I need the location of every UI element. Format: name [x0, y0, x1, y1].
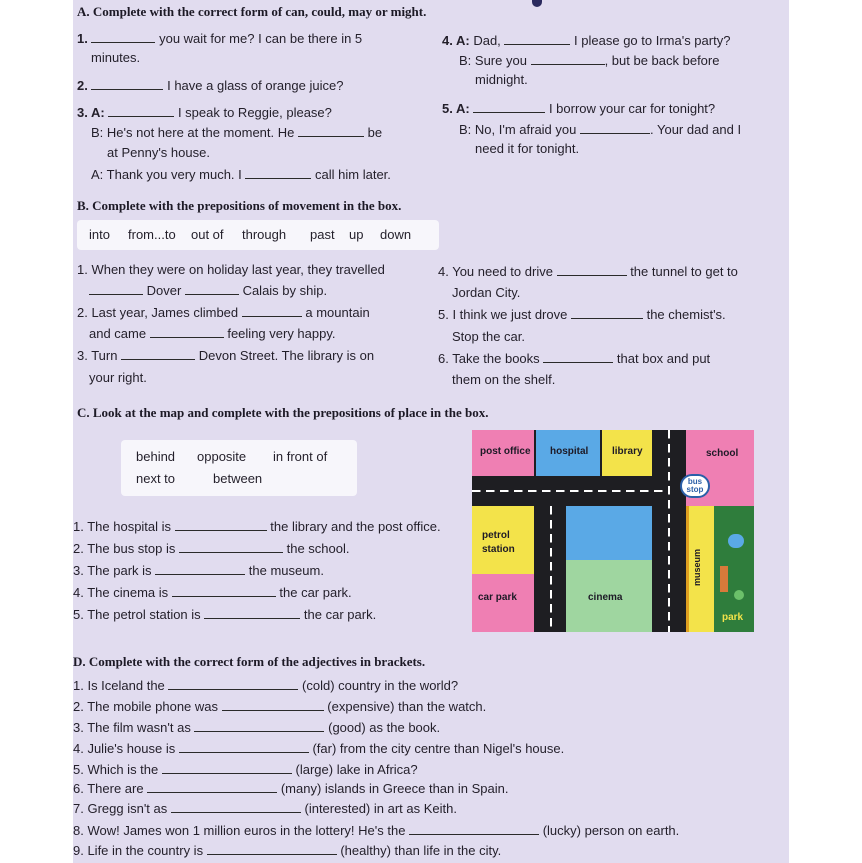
map-bus-stop: bus stop	[680, 474, 710, 498]
tree-icon	[734, 590, 744, 600]
map-hospital: hospital	[536, 430, 600, 476]
b-q1-blank1[interactable]	[89, 283, 143, 295]
pond-icon	[728, 534, 744, 548]
c-word: in front of	[273, 449, 328, 464]
a-q5-blank2[interactable]	[580, 122, 650, 134]
map-car-park: car park	[472, 574, 534, 632]
map-post-office: post office	[472, 430, 534, 476]
a-q5-blank1[interactable]	[473, 101, 545, 113]
c-q4: 4. The cinema is the car park.	[73, 585, 352, 600]
b-word: down	[380, 227, 412, 242]
section-b-heading: B. Complete with the prepositions of movement in the box.	[77, 198, 402, 213]
b-word: into	[89, 227, 110, 242]
a-q4-line3: midnight.	[475, 72, 528, 87]
d-q2: 2. The mobile phone was (expensive) than the watch.	[73, 699, 487, 714]
c-q3: 3. The park is the museum.	[73, 563, 324, 578]
a-q1-blank[interactable]	[91, 31, 155, 43]
a-q2-blank[interactable]	[91, 78, 163, 90]
c-word-box	[121, 440, 357, 496]
b-word: through	[242, 227, 287, 242]
c-q1: 1. The hospital is the library and the post office.	[73, 519, 441, 534]
b-word-box	[77, 220, 439, 250]
b-q1-line1: 1. When they were on holiday last year, they travelled	[77, 262, 385, 277]
c-q2: 2. The bus stop is the school.	[73, 541, 350, 556]
map-school: school	[686, 430, 754, 506]
c-q2-blank[interactable]	[179, 541, 283, 553]
b-q2-line2: and came feeling very happy.	[89, 326, 336, 341]
b-q5-line2: Stop the car.	[452, 329, 525, 344]
b-q5-line1: 5. I think we just drove the chemist's.	[438, 307, 726, 322]
b-q1-blank2[interactable]	[185, 283, 239, 295]
d-q4: 4. Julie's house is (far) from the city centre than Nigel's house.	[73, 741, 565, 756]
d-q1: 1. Is Iceland the (cold) country in the world?	[73, 678, 459, 693]
b-q3-line2: your right.	[89, 370, 147, 385]
a-q4-line2: B: Sure you , but be back before	[459, 53, 720, 68]
road-markings-v1	[550, 506, 552, 632]
a-q3-line4: A: Thank you very much. I call him later.	[91, 167, 391, 182]
d-q5: 5. Which is the (large) lake in Africa?	[73, 762, 418, 777]
b-q1-line2: Dover Calais by ship.	[89, 283, 327, 299]
b-q6-line1: 6. Take the books that box and put	[438, 351, 711, 366]
map-library: library	[602, 430, 652, 476]
d-q9: 9. Life in the country is (healthy) than life in the city.	[73, 843, 502, 858]
b-q6-line2: them on the shelf.	[452, 372, 556, 387]
b-word: past	[310, 227, 335, 242]
road-markings	[472, 490, 668, 492]
d-q5-blank[interactable]	[162, 762, 292, 774]
c-q5-blank[interactable]	[204, 607, 300, 619]
d-q6: 6. There are (many) islands in Greece than in Spain.	[73, 781, 509, 796]
a-q5-line1: 5. A: I borrow your car for tonight?	[442, 101, 716, 116]
section-c-heading: C. Look at the map and complete with the prepositions of place in the box.	[77, 405, 489, 420]
map-museum: museum	[686, 506, 715, 632]
b-word: from...to	[128, 227, 176, 242]
d-q1-blank[interactable]	[168, 678, 298, 690]
a-q1-line1: 1. you wait for me? I can be there in 5	[77, 31, 363, 46]
d-q7-blank[interactable]	[171, 801, 301, 813]
b-q2-blank1[interactable]	[242, 305, 302, 317]
d-q9-blank[interactable]	[207, 843, 337, 855]
d-q2-blank[interactable]	[222, 699, 324, 711]
c-word: between	[213, 471, 263, 486]
d-q7: 7. Gregg isn't as (interested) in art as Keith.	[73, 801, 457, 816]
a-q4-blank2[interactable]	[531, 53, 605, 65]
b-q2-line1: 2. Last year, James climbed a mountain	[77, 305, 370, 320]
map-cinema: cinema	[566, 560, 652, 632]
a-q1-line2: minutes.	[91, 50, 141, 65]
d-q8-blank[interactable]	[409, 823, 539, 835]
a-q5-line3: need it for tonight.	[475, 141, 580, 156]
b-q3-line1: 3. Turn Devon Street. The library is on	[77, 348, 375, 363]
map-park: park	[714, 506, 754, 632]
a-q5-line2: B: No, I'm afraid you . Your dad and I	[459, 122, 742, 137]
d-q6-blank[interactable]	[147, 781, 277, 793]
map-petrol-station: petrol station	[472, 506, 534, 574]
d-q3-blank[interactable]	[194, 720, 324, 732]
c-q3-blank[interactable]	[155, 563, 245, 575]
map-block-blue	[566, 506, 652, 560]
a-q3-blank2[interactable]	[298, 125, 364, 137]
b-q5-blank[interactable]	[571, 307, 643, 319]
d-q8: 8. Wow! James won 1 million euros in the lottery! He's the (lucky) person on earth.	[73, 823, 680, 838]
road-markings-v2	[668, 430, 670, 632]
a-q3-line2: B: He's not here at the moment. He be	[91, 125, 383, 140]
a-q3-blank3[interactable]	[245, 167, 311, 179]
town-map	[472, 430, 754, 632]
b-q6-blank[interactable]	[543, 351, 613, 363]
b-q4-line2: Jordan City.	[452, 285, 521, 300]
page-tab-marker	[532, 0, 542, 7]
d-q3: 3. The film wasn't as (good) as the book.	[73, 720, 441, 735]
b-q3-blank[interactable]	[121, 348, 195, 360]
a-q4-line1: 4. A: Dad, I please go to Irma's party?	[442, 33, 731, 48]
b-q2-blank2[interactable]	[150, 326, 224, 338]
d-q4-blank[interactable]	[179, 741, 309, 753]
c-q1-blank[interactable]	[175, 519, 267, 531]
b-q4-line1: 4. You need to drive the tunnel to get to	[438, 264, 738, 279]
c-q5: 5. The petrol station is the car park.	[73, 607, 377, 622]
c-word: next to	[136, 471, 176, 486]
b-q4-blank[interactable]	[557, 264, 627, 276]
a-q2-line: 2. I have a glass of orange juice?	[77, 78, 344, 93]
section-a-heading: A. Complete with the correct form of can, could, may or might.	[77, 4, 427, 19]
path-icon	[720, 566, 728, 592]
c-q4-blank[interactable]	[172, 585, 276, 597]
a-q4-blank1[interactable]	[504, 33, 570, 45]
b-word: out of	[191, 227, 224, 242]
a-q3-line1: 3. A: I speak to Reggie, please?	[77, 105, 332, 120]
section-d-heading: D. Complete with the correct form of the adjectives in brackets.	[73, 654, 426, 669]
b-word: up	[349, 227, 364, 242]
c-word: opposite	[197, 449, 247, 464]
a-q3-blank1[interactable]	[108, 105, 174, 117]
c-word: behind	[136, 449, 176, 464]
a-q3-line3: at Penny's house.	[107, 145, 210, 160]
